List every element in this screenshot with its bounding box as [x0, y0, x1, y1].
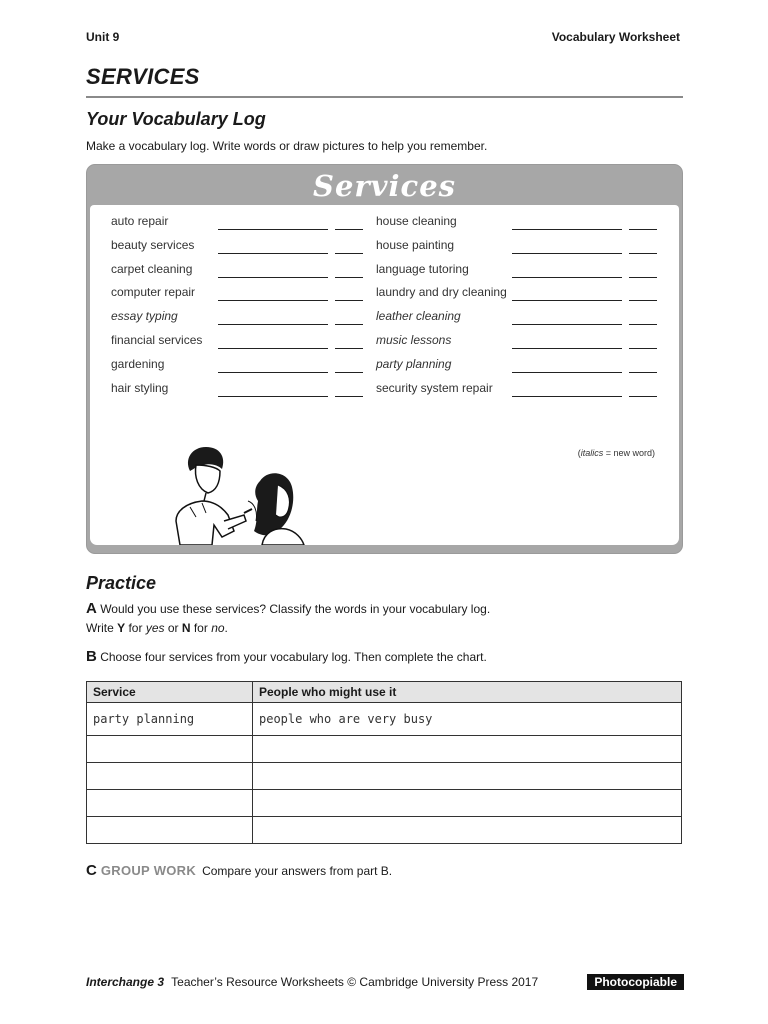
- vocab-word: auto repair: [111, 214, 169, 228]
- qa2-y: Y: [117, 621, 126, 635]
- question-a-line2: [86, 621, 228, 635]
- vocab-classify-line[interactable]: [335, 253, 363, 254]
- table-row: [87, 817, 682, 844]
- vocab-classify-line[interactable]: [629, 324, 657, 325]
- vocab-word: security system repair: [376, 380, 493, 395]
- vocab-write-line[interactable]: [512, 253, 622, 254]
- footer-brand: Interchange 3: [86, 975, 165, 989]
- question-b: [86, 648, 487, 665]
- vocab-classify-line[interactable]: [335, 300, 363, 301]
- chart-cell-people[interactable]: [253, 763, 682, 790]
- unit-label: Unit 9: [86, 30, 120, 44]
- qa2-for1: for: [125, 621, 146, 635]
- chart-header-service: Service: [87, 682, 253, 703]
- vocabulary-log-box: [86, 164, 683, 554]
- vocab-write-line[interactable]: [218, 348, 328, 349]
- question-a-letter: A: [86, 600, 97, 617]
- hairstylist-illustration: [162, 441, 342, 545]
- vocab-classify-line[interactable]: [629, 277, 657, 278]
- vocab-classify-line[interactable]: [335, 324, 363, 325]
- vocab-write-line[interactable]: [218, 229, 328, 230]
- section-title: Your Vocabulary Log: [86, 109, 266, 129]
- chart-cell-people[interactable]: [253, 790, 682, 817]
- instruction-text: Make a vocabulary log. Write words or draw pictures to help you remember.: [86, 139, 488, 153]
- chart-cell-people[interactable]: [253, 736, 682, 763]
- legend-italic-word: italics: [580, 448, 604, 458]
- vocab-classify-line[interactable]: [335, 348, 363, 349]
- vocab-write-line[interactable]: [512, 300, 622, 301]
- vocabulary-log-title: Services: [313, 169, 456, 203]
- footer-copyright: Teacher’s Resource Worksheets © Cambridge University Press 2017: [171, 975, 539, 989]
- legend-rest: = new word): [603, 448, 655, 458]
- table-row: [87, 736, 682, 763]
- vocab-write-line[interactable]: [218, 300, 328, 301]
- vocab-write-line[interactable]: [218, 277, 328, 278]
- qa2-no: no: [211, 621, 225, 635]
- vocab-word: leather cleaning: [376, 309, 461, 324]
- vocab-classify-line[interactable]: [335, 277, 363, 278]
- vocab-write-line[interactable]: [512, 324, 622, 325]
- chart-cell-service[interactable]: party planning: [87, 703, 253, 736]
- vocab-write-line[interactable]: [512, 277, 622, 278]
- vocab-classify-line[interactable]: [629, 253, 657, 254]
- chart-header-row: [87, 682, 682, 703]
- vocab-word: financial services: [111, 333, 203, 347]
- vocab-classify-line[interactable]: [629, 348, 657, 349]
- title-rule: [86, 96, 683, 98]
- vocab-word: carpet cleaning: [111, 261, 193, 276]
- vocab-write-line[interactable]: [512, 396, 622, 397]
- footer: [86, 975, 538, 989]
- chart-cell-service[interactable]: [87, 817, 253, 844]
- vocab-word: beauty services: [111, 237, 195, 252]
- vocab-word: essay typing: [111, 309, 178, 324]
- chart-cell-people[interactable]: people who are very busy: [253, 703, 682, 736]
- group-work-label: GROUP WORK: [100, 863, 197, 878]
- qa2-yes: yes: [145, 621, 165, 635]
- vocab-write-line[interactable]: [512, 348, 622, 349]
- vocab-word: laundry and dry cleaning: [376, 285, 507, 300]
- question-b-text: Choose four services from your vocabulary log. Then complete the chart.: [100, 650, 487, 664]
- chart-cell-service[interactable]: [87, 736, 253, 763]
- vocab-write-line[interactable]: [218, 396, 328, 397]
- vocab-word: hair styling: [111, 380, 169, 395]
- vocab-write-line[interactable]: [218, 372, 328, 373]
- qa2-or: or: [164, 621, 182, 635]
- vocab-write-line[interactable]: [218, 324, 328, 325]
- question-a: [86, 600, 490, 617]
- services-chart: [86, 681, 682, 844]
- chart-cell-people[interactable]: [253, 817, 682, 844]
- question-c-letter: C: [86, 862, 97, 879]
- chart-cell-service[interactable]: [87, 790, 253, 817]
- vocabulary-log-list: [90, 205, 679, 545]
- photocopiable-badge: Photocopiable: [587, 974, 684, 990]
- vocab-write-line[interactable]: [512, 229, 622, 230]
- question-a-text: Would you use these services? Classify the words in your vocabulary log.: [100, 602, 491, 616]
- qa2-n: N: [181, 621, 191, 635]
- vocab-word: party planning: [376, 356, 452, 371]
- vocab-word: gardening: [111, 356, 165, 371]
- vocab-classify-line[interactable]: [629, 229, 657, 230]
- table-row: [87, 790, 682, 817]
- question-b-letter: B: [86, 648, 97, 665]
- vocab-word: computer repair: [111, 285, 196, 300]
- table-row: [87, 763, 682, 790]
- italics-legend: (italics = new word): [577, 448, 655, 458]
- vocab-classify-line[interactable]: [629, 372, 657, 373]
- practice-heading: Practice: [86, 573, 157, 593]
- chart-header-people: People who might use it: [253, 682, 682, 703]
- qa2-pre: Write: [86, 621, 118, 635]
- vocab-classify-line[interactable]: [335, 372, 363, 373]
- question-c-text: Compare your answers from part B.: [202, 864, 393, 878]
- vocab-word: house cleaning: [376, 214, 457, 228]
- table-row: [87, 703, 682, 736]
- vocab-word: language tutoring: [376, 261, 469, 276]
- vocab-classify-line[interactable]: [629, 396, 657, 397]
- vocab-word: house painting: [376, 237, 455, 252]
- worksheet-type: Vocabulary Worksheet: [551, 30, 680, 44]
- qa2-end: .: [224, 621, 228, 635]
- question-c: [86, 862, 392, 879]
- vocab-classify-line[interactable]: [629, 300, 657, 301]
- qa2-for2: for: [190, 621, 212, 635]
- vocab-write-line[interactable]: [512, 372, 622, 373]
- page-title: SERVICES: [86, 64, 200, 89]
- chart-cell-service[interactable]: [87, 763, 253, 790]
- vocab-write-line[interactable]: [218, 253, 328, 254]
- vocab-classify-line[interactable]: [335, 396, 363, 397]
- vocab-classify-line[interactable]: [335, 229, 363, 230]
- vocab-word: music lessons: [376, 333, 452, 347]
